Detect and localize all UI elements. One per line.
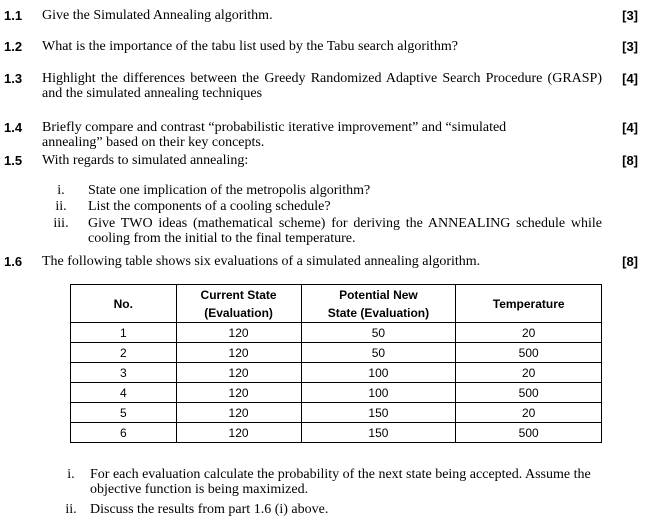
subitem-text: Discuss the results from part 1.6 (i) above.	[90, 502, 329, 517]
cell-no: 5	[71, 403, 177, 423]
cell-no: 6	[71, 423, 177, 443]
table-row	[71, 383, 602, 403]
question-number: 1.2	[4, 39, 23, 54]
table-row	[71, 423, 602, 443]
cell-temperature: 20	[456, 323, 602, 343]
question-text: Give the Simulated Annealing algorithm.	[42, 8, 273, 23]
cell-temperature: 500	[456, 423, 602, 443]
roman-numeral: ii.	[65, 502, 77, 517]
question-text: What is the importance of the tabu list used by the Tabu search algorithm?	[42, 39, 458, 54]
roman-numeral: iii.	[53, 216, 69, 231]
cell-new-state: 150	[301, 423, 456, 443]
subitem-text: List the components of a cooling schedule?	[88, 199, 331, 214]
cell-current-state: 120	[176, 343, 301, 363]
question-marks: [8]	[622, 254, 638, 269]
cell-temperature: 500	[456, 383, 602, 403]
cell-temperature: 20	[456, 363, 602, 383]
cell-new-state: 100	[301, 363, 456, 383]
cell-current-state: 120	[176, 383, 301, 403]
question-marks: [4]	[622, 120, 638, 135]
subitem-text: Give TWO ideas (mathematical scheme) for deriving the ANNEALING schedule while cooling from the initial to the final temperature.	[88, 216, 602, 246]
cell-no: 3	[71, 363, 177, 383]
subitem-text: For each evaluation calculate the probability of the next state being accepted. Assume the objective function is being maximized.	[90, 467, 591, 497]
question-text: Highlight the differences between the Greedy Randomized Adaptive Search Procedure (GRASP) and the simulated annealing techniques	[42, 71, 602, 101]
table-row	[71, 363, 602, 383]
cell-temperature: 20	[456, 403, 602, 423]
cell-current-state: 120	[176, 423, 301, 443]
cell-no: 2	[71, 343, 177, 363]
header-current-state: Current State (Evaluation)	[176, 285, 301, 323]
question-number: 1.4	[4, 120, 23, 135]
question-number: 1.5	[4, 153, 23, 168]
cell-current-state: 120	[176, 363, 301, 383]
header-temperature: Temperature	[456, 285, 602, 323]
question-marks: [8]	[622, 153, 638, 168]
evaluation-table	[70, 284, 602, 443]
cell-current-state: 120	[176, 403, 301, 423]
table-header-row	[71, 285, 602, 323]
cell-new-state: 100	[301, 383, 456, 403]
header-potential-new-state: Potential New State (Evaluation)	[301, 285, 456, 323]
question-text: Briefly compare and contrast “probabilistic iterative improvement” and “simulated annealing” based on their key concepts.	[42, 120, 507, 150]
question-marks: [3]	[622, 39, 638, 54]
question-number: 1.3	[4, 71, 23, 86]
cell-temperature: 500	[456, 343, 602, 363]
header-no: No.	[71, 285, 177, 323]
cell-no: 1	[71, 323, 177, 343]
cell-current-state: 120	[176, 323, 301, 343]
cell-new-state: 50	[301, 323, 456, 343]
cell-new-state: 150	[301, 403, 456, 423]
question-number: 1.1	[4, 8, 23, 23]
cell-no: 4	[71, 383, 177, 403]
cell-new-state: 50	[301, 343, 456, 363]
subitem-text: State one implication of the metropolis algorithm?	[88, 183, 371, 198]
roman-numeral: i.	[57, 183, 65, 198]
question-number: 1.6	[4, 254, 23, 269]
question-text: With regards to simulated annealing:	[42, 153, 249, 168]
table-row	[71, 403, 602, 423]
question-marks: [4]	[622, 71, 638, 86]
table-row	[71, 323, 602, 343]
roman-numeral: i.	[67, 467, 75, 482]
question-marks: [3]	[622, 8, 638, 23]
roman-numeral: ii.	[55, 199, 67, 214]
table-row	[71, 343, 602, 363]
question-text: The following table shows six evaluations of a simulated annealing algorithm.	[42, 254, 481, 269]
